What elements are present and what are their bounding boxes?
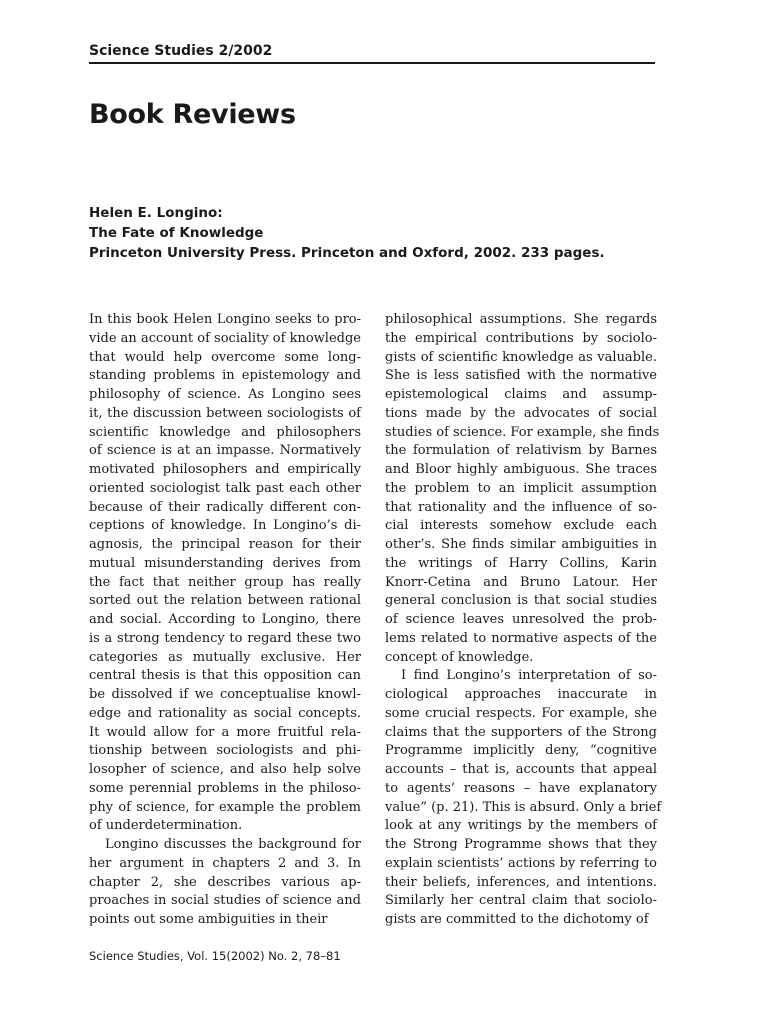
text-line: of science is at an impasse. Normatively	[89, 443, 361, 459]
text-line: tions made by the advocates of social	[385, 405, 657, 421]
text-line: lems related to normative aspects of the	[385, 630, 657, 646]
text-line: claims that the supporters of the Strong	[385, 724, 657, 740]
text-line: concept of knowledge.	[385, 649, 534, 665]
text-line: oriented sociologist talk past each other	[89, 480, 361, 496]
text-line: some perennial problems in the philoso-	[89, 780, 361, 796]
text-line: In this book Helen Longino seeks to pro-	[89, 312, 361, 327]
text-line: and Bloor highly ambiguous. She traces	[385, 462, 657, 477]
book-publication: Princeton University Press. Princeton and Oxford, 2002. 233 pages.	[89, 245, 605, 261]
text-line: points out some ambiguities in their	[89, 912, 328, 927]
text-line: Knorr-Cetina and Bruno Latour. Her	[385, 574, 657, 590]
text-line: epistemological claims and assump-	[385, 387, 657, 402]
text-line: other’s. She finds similar ambiguities in	[385, 537, 657, 552]
text-line: proaches in social studies of science and	[89, 893, 361, 909]
text-line: value” (p. 21). This is absurd. Only a brief	[385, 799, 662, 815]
text-line: categories as mutually exclusive. Her	[89, 649, 361, 665]
text-line: because of their radically different con-	[89, 499, 361, 515]
text-line: sorted out the relation between rational	[89, 593, 361, 609]
text-line: losopher of science, and also help solve	[89, 762, 361, 777]
text-line: philosophy of science. As Longino sees	[89, 387, 361, 402]
text-line: it, the discussion between sociologists of	[89, 405, 361, 421]
text-line: gists are committed to the dichotomy of	[385, 912, 649, 927]
text-line: ciological approaches inaccurate in	[385, 687, 657, 702]
section-title: Book Reviews	[89, 99, 296, 130]
text-line: that would help overcome some long-	[89, 349, 361, 365]
text-line: I find Longino’s interpretation of so-	[401, 668, 657, 684]
text-line: general conclusion is that social studies	[385, 593, 657, 609]
text-line: and social. According to Longino, there	[89, 612, 361, 627]
text-line: chapter 2, she describes various ap-	[89, 874, 361, 890]
text-line: It would allow for a more fruitful rela-	[89, 724, 361, 740]
book-citation	[89, 203, 605, 263]
body-column-left	[89, 311, 361, 930]
text-line: the Strong Programme shows that they	[385, 837, 657, 852]
text-line: cial interests somehow exclude each	[385, 518, 657, 534]
text-line: phy of science, for example the problem	[89, 799, 361, 815]
text-line: look at any writings by the members of	[385, 818, 657, 834]
text-line: Longino discusses the background for	[105, 837, 361, 852]
running-head: Science Studies 2/2002	[89, 42, 655, 64]
text-line: scientific knowledge and philosophers	[89, 424, 361, 440]
text-line: the fact that neither group has really	[89, 574, 361, 590]
text-line: the problem to an implicit assumption	[385, 480, 657, 496]
text-line: motivated philosophers and empirically	[89, 462, 361, 477]
body-column-right	[385, 311, 662, 930]
book-author: Helen E. Longino:	[89, 205, 223, 221]
page-footer: Science Studies, Vol. 15(2002) No. 2, 78–81	[89, 949, 341, 963]
text-line: mutual misunderstanding derives from	[89, 555, 361, 571]
text-line: of science leaves unresolved the prob-	[385, 612, 657, 627]
text-line: some crucial respects. For example, she	[385, 705, 657, 721]
text-line: their beliefs, inferences, and intentions.	[385, 874, 657, 890]
text-line: her argument in chapters 2 and 3. In	[89, 855, 361, 871]
text-line: to agents’ reasons – have explanatory	[385, 780, 657, 796]
text-line: philosophical assumptions. She regards	[385, 312, 657, 327]
text-line: of underdetermination.	[89, 818, 243, 834]
text-line: She is less satisfied with the normative	[385, 368, 657, 384]
text-line: the writings of Harry Collins, Karin	[385, 555, 657, 571]
text-line: central thesis is that this opposition can	[89, 668, 361, 684]
text-line: edge and rationality as social concepts.	[89, 705, 361, 721]
text-line: that rationality and the influence of so-	[385, 499, 657, 515]
text-line: agnosis, the principal reason for their	[89, 537, 361, 552]
text-line: explain scientists’ actions by referring to	[385, 855, 657, 871]
text-line: tionship between sociologists and phi-	[89, 743, 361, 759]
text-line: vide an account of sociality of knowledge	[89, 330, 361, 346]
text-line: ceptions of knowledge. In Longino’s di-	[89, 518, 361, 534]
text-line: the formulation of relativism by Barnes	[385, 443, 657, 459]
text-line: the empirical contributions by sociolo-	[385, 330, 657, 346]
text-line: Similarly her central claim that sociolo-	[385, 893, 657, 909]
book-title: The Fate of Knowledge	[89, 225, 264, 241]
text-line: gists of scientific knowledge as valuable.	[385, 349, 657, 365]
text-line: is a strong tendency to regard these two	[89, 630, 361, 646]
text-line: studies of science. For example, she finds	[385, 424, 660, 440]
text-line: be dissolved if we conceptualise knowl-	[89, 687, 361, 702]
text-line: Programme implicitly deny, “cognitive	[385, 743, 657, 759]
text-line: accounts – that is, accounts that appeal	[385, 762, 657, 777]
text-line: standing problems in epistemology and	[89, 368, 361, 384]
